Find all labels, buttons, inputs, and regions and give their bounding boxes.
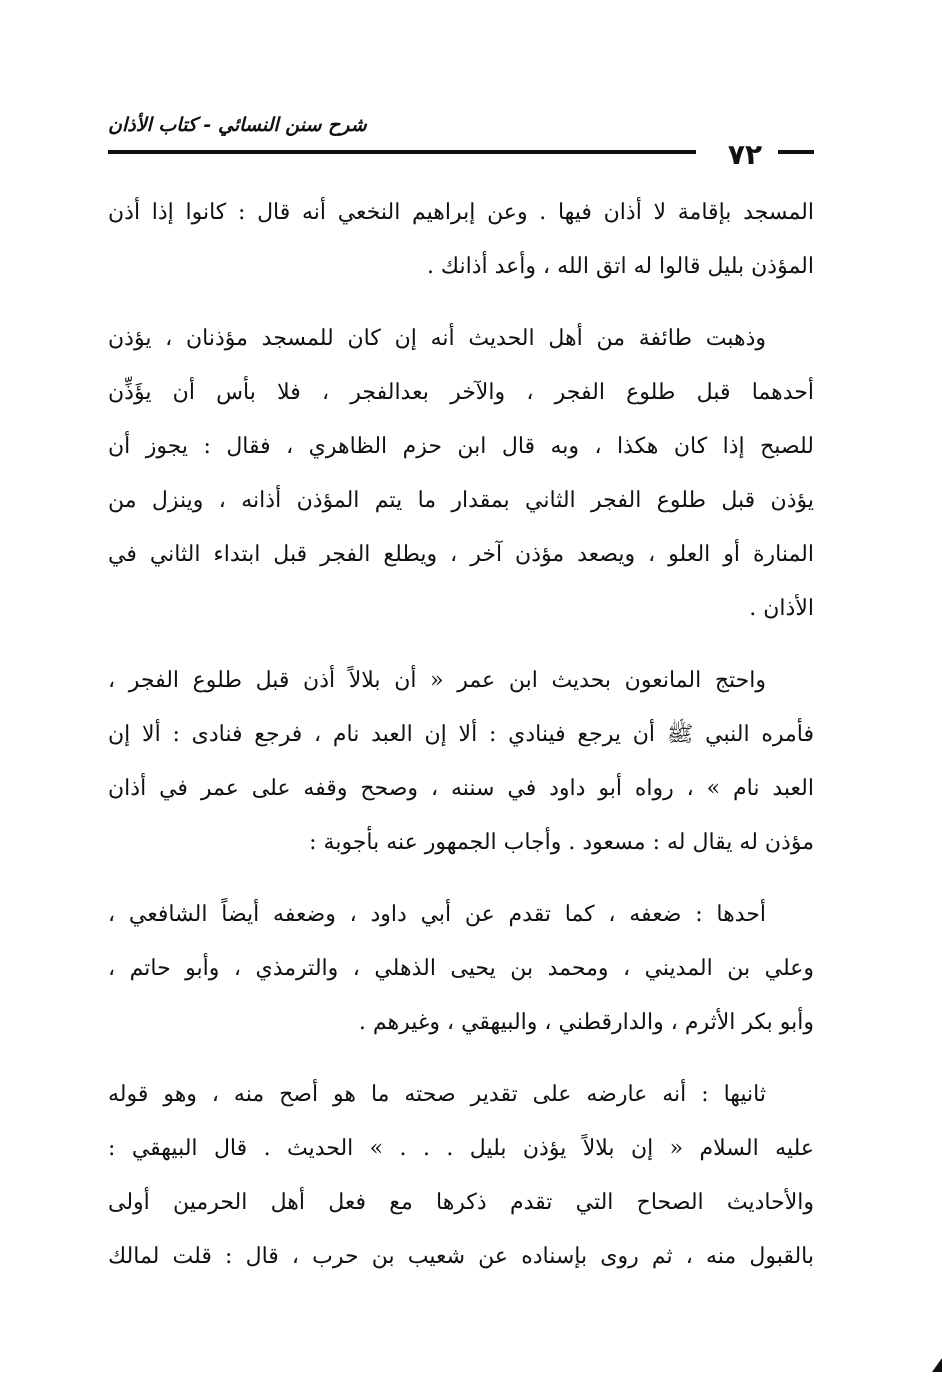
- text-line: العبد نام » ، رواه أبو داود في سننه ، وصحح وقفه على عمر في أذان: [108, 776, 814, 801]
- paragraph-gap: [108, 636, 814, 654]
- paragraph: [108, 312, 814, 636]
- text-line: الأذان .: [749, 596, 814, 621]
- page-corner-mark: [932, 1358, 942, 1372]
- header-rule: [108, 150, 696, 154]
- paragraph: [108, 888, 814, 1050]
- paragraph: [108, 1068, 814, 1284]
- text-line: والأحاديث الصحاح التي تقدم ذكرها مع فعل أهل الحرمين أولى: [108, 1190, 814, 1215]
- text-line: المسجد بإقامة لا أذان فيها . وعن إبراهيم النخعي أنه قال : كانوا إذا أذن: [108, 200, 814, 225]
- text-line: يؤذن قبل طلوع الفجر الثاني بمقدار ما يتم المؤذن أذانه ، وينزل من: [108, 488, 814, 513]
- text-line: المؤذن بليل قالوا له اتق الله ، وأعد أذانك .: [426, 254, 814, 279]
- text-line: ثانيها : أنه عارضه على تقدير صحته ما هو أصح منه ، وهو قوله: [108, 1082, 766, 1107]
- text-line: للصبح إذا كان هكذا ، وبه قال ابن حزم الظاهري ، فقال : يجوز أن: [108, 434, 814, 459]
- page-number-dash: [778, 150, 814, 154]
- paragraph-gap: [108, 1050, 814, 1068]
- paragraph: [108, 186, 814, 294]
- text-line: فأمره النبي ﷺ أن يرجع فينادي : ألا إن العبد نام ، فرجع فنادى : ألا إن: [108, 722, 814, 747]
- paragraph-gap: [108, 870, 814, 888]
- paragraph: [108, 654, 814, 870]
- paragraph-gap: [108, 294, 814, 312]
- text-line: وذهبت طائفة من أهل الحديث أنه إن كان للمسجد مؤذنان ، يؤذن: [108, 326, 766, 351]
- text-line: أحدهما قبل طلوع الفجر ، والآخر بعدالفجر ، فلا بأس أن يؤَذِّن: [108, 380, 814, 405]
- text-line: بالقبول منه ، ثم روى بإسناده عن شعيب بن حرب ، قال : قلت لمالك: [108, 1244, 814, 1269]
- running-header: [108, 112, 814, 171]
- running-header-title: شرح سنن النسائي - كتاب الأذان: [108, 114, 367, 136]
- text-line: عليه السلام « إن بلالاً يؤذن بليل . . . » الحديث . قال البيهقي :: [108, 1136, 814, 1161]
- text-line: مؤذن له يقال له : مسعود . وأجاب الجمهور عنه بأجوبة :: [309, 830, 814, 855]
- body-text: [108, 186, 814, 1284]
- text-line: وعلي بن المديني ، ومحمد بن يحيى الذهلي ، والترمذي ، وأبو حاتم ،: [108, 956, 814, 981]
- text-line: وأبو بكر الأثرم ، والدارقطني ، والبيهقي ، وغيرهم .: [358, 1010, 814, 1035]
- text-line: المنارة أو العلو ، ويصعد مؤذن آخر ، ويطلع الفجر قبل ابتداء الثاني في: [108, 542, 814, 567]
- page-number: ٧٢: [727, 138, 763, 171]
- text-line: واحتج المانعون بحديث ابن عمر « أن بلالاً أذن قبل طلوع الفجر ،: [108, 668, 766, 693]
- text-line: أحدها : ضعفه ، كما تقدم عن أبي داود ، وضعفه أيضاً الشافعي ،: [108, 902, 766, 927]
